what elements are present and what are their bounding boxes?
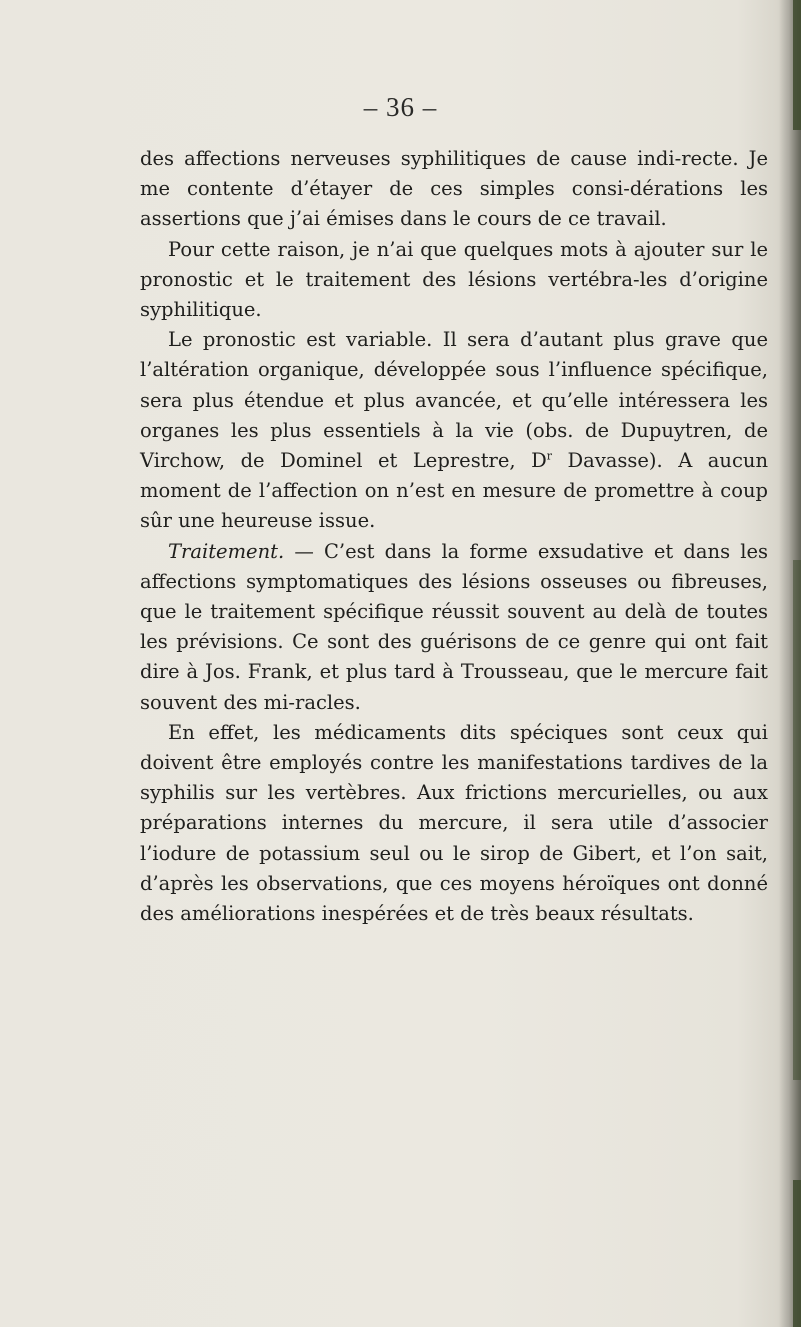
paragraph-1: des affections nerveuses syphilitiques de cause indi-recte. Je me contente d’étayer de ces simples consi-dérations les assertions que j’ai émises dans le cours de ce travail.: [140, 147, 768, 231]
binding-edge-bottom: [793, 1180, 801, 1327]
binding-edge-middle: [793, 560, 801, 1080]
traitement-heading: Traitement.: [168, 539, 285, 563]
paragraph-3-text-b: Davasse). A aucun moment de l’affection on n’est en mesure de promettre à coup sûr une heureuse issue.: [140, 449, 768, 533]
paragraph-4-text: — C’est dans la forme exsudative et dans les affections symptomatiques des lésions osseuses ou fibreuses, que le traitement spécifique réussit souvent au delà de toutes les prévisions. Ce sont des guérisons de ce genre qui ont fait dire à Jos. Frank, et plus tard à Trousseau, que le mercure fait souvent des mi-racles.: [140, 539, 768, 714]
paragraph-4: [140, 537, 768, 718]
paragraph-2: Pour cette raison, je n’ai que quelques mots à ajouter sur le pronostic et le traitement des lésions vertébra-les d’origine syphilitique.: [140, 237, 768, 322]
body-text: [140, 144, 768, 929]
page-number: – 36 –: [363, 92, 438, 122]
paragraph-3-text-a: Le pronostic est variable. Il sera d’autant plus grave que l’altération organique, développée sous l’influence spécifique, sera plus étendue et plus avancée, et qu’elle intéressera les organes les plus essentiels à la vie (obs. de Dupuytren, de Virchow, de Dominel et Leprestre, D: [140, 328, 768, 473]
paragraph-5: En effet, les médicaments dits spéciques sont ceux qui doivent être employés contre les manifestations tardives de la syphilis sur les vertèbres. Aux frictions mercurielles, ou aux préparations internes du mercure, il sera utile d’associer l’iodure de potassium seul ou le sirop de Gibert, et l’on sait, d’après les observations, que ces moyens héroïques ont donné des améliorations inespérées et de très beaux résultats.: [140, 720, 768, 926]
paragraph-3: [140, 325, 768, 536]
doctor-superscript: r: [546, 449, 552, 463]
